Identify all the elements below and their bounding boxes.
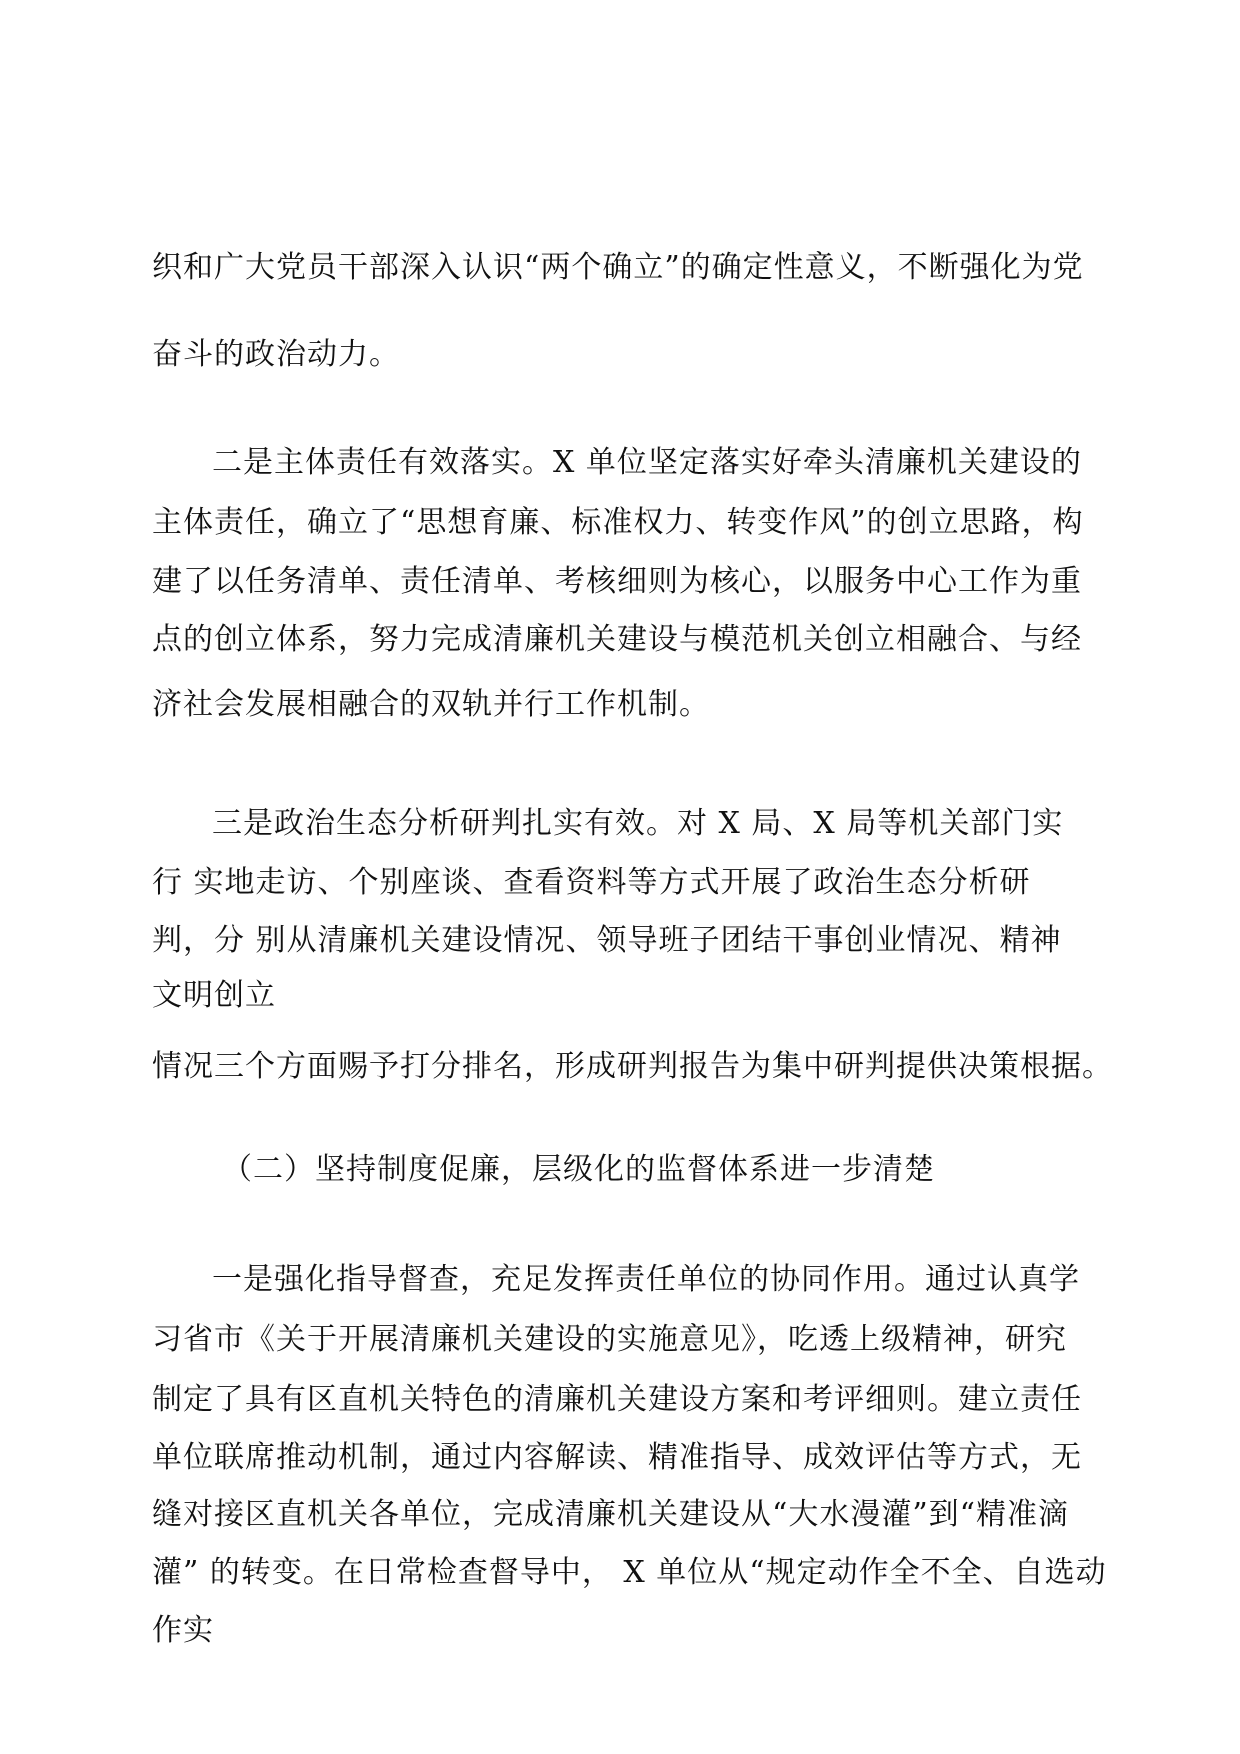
text-line: 织和广大党员干部深入认识“两个确立”的确定性意义，不断强化为党 xyxy=(152,250,1084,285)
text-line: 三是政治生态分析研判扎实有效。对 X 局、X 局等机关部门实 xyxy=(212,806,1064,841)
text-line: 作实 xyxy=(152,1613,214,1648)
text-line: 主体责任，确立了“思想育廉、标准权力、转变作风”的创立思路，构 xyxy=(152,505,1084,540)
text-line: 二是主体责任有效落实。X 单位坚定落实好牵头清廉机关建设的 xyxy=(212,445,1082,480)
text-line: 一是强化指导督查，充足发挥责任单位的协同作用。通过认真学 xyxy=(212,1262,1080,1297)
text-line: 单位联席推动机制，通过内容解读、精准指导、成效评估等方式，无 xyxy=(152,1440,1082,1475)
text-line: 情况三个方面赐予打分排名，形成研判报告为集中研判提供决策根据。 xyxy=(152,1049,1113,1084)
text-line: 判，分 别从清廉机关建设情况、领导班子团结干事创业情况、精神 xyxy=(152,923,1062,958)
text-line: 行 实地走访、个别座谈、查看资料等方式开展了政治生态分析研 xyxy=(152,865,1031,900)
text-line: 灌” 的转变。在日常检查督导中， X 单位从“规定动作全不全、自选动 xyxy=(152,1555,1107,1590)
text-line: 奋斗的政治动力。 xyxy=(152,337,400,372)
section-heading: （二）坚持制度促廉，层级化的监督体系进一步清楚 xyxy=(222,1152,935,1187)
text-line: 点的创立体系，努力完成清廉机关建设与模范机关创立相融合、与经 xyxy=(152,622,1082,657)
text-line: 济社会发展相融合的双轨并行工作机制。 xyxy=(152,687,710,722)
text-line: 缝对接区直机关各单位，完成清廉机关建设从“大水漫灌”到“精准滴 xyxy=(152,1497,1070,1532)
text-line: 制定了具有区直机关特色的清廉机关建设方案和考评细则。建立责任 xyxy=(152,1382,1082,1417)
text-line: 习省市《关于开展清廉机关建设的实施意见》，吃透上级精神，研究 xyxy=(152,1322,1067,1357)
text-line: 建了以任务清单、责任清单、考核细则为核心，以服务中心工作为重 xyxy=(152,564,1082,599)
text-line: 文明创立 xyxy=(152,978,276,1013)
